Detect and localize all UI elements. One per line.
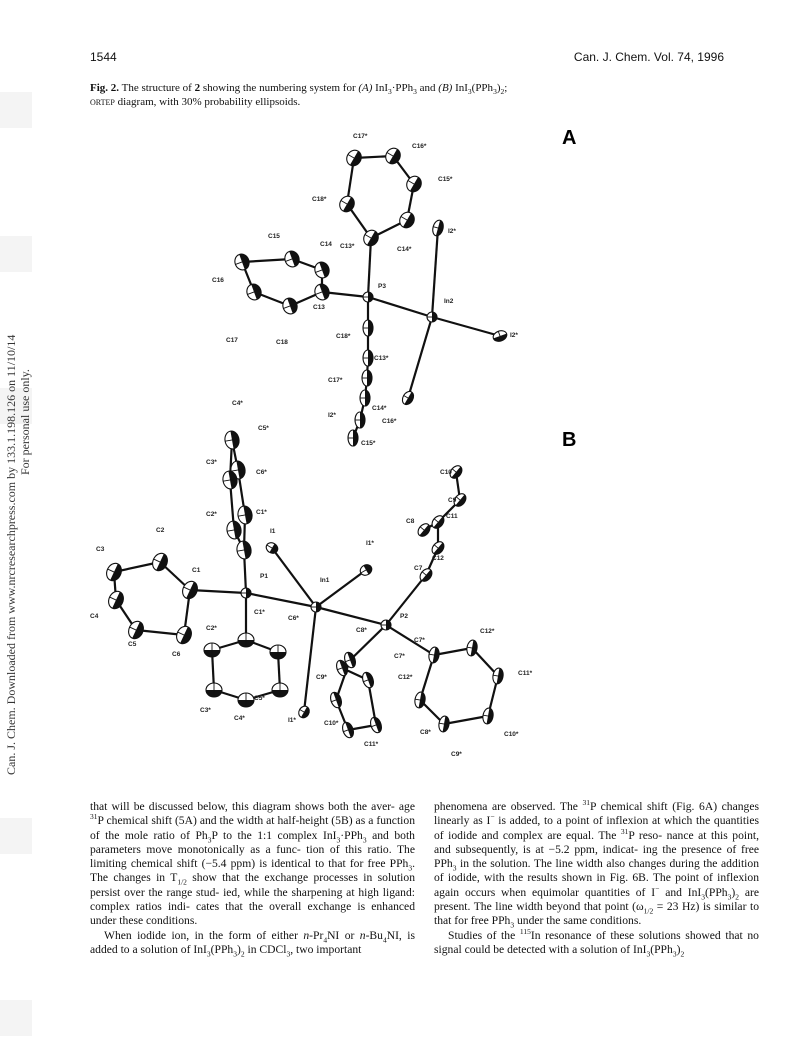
bond <box>368 297 432 317</box>
atom-ellipsoid <box>237 505 254 525</box>
atom-label: C3 <box>96 546 105 553</box>
atom-label: C2* <box>206 625 217 632</box>
caption-compound-number: 2 <box>194 82 201 94</box>
atom-label: C6 <box>172 651 181 658</box>
atom-label: C3* <box>206 459 217 466</box>
atom-ellipsoid <box>238 633 254 647</box>
atom-ellipsoid <box>362 370 372 386</box>
atom-label: C11 <box>446 513 458 520</box>
bond <box>444 716 488 724</box>
atom-label: C16* <box>382 418 397 425</box>
atom-label: C12* <box>398 674 413 681</box>
atom-ellipsoid <box>397 210 417 231</box>
atom-ellipsoid <box>416 521 433 538</box>
caption-subscript: 3 <box>413 87 417 97</box>
atom-label: C17 <box>226 337 238 344</box>
atom-label: C18* <box>312 196 327 203</box>
atom-label: C12* <box>480 628 495 635</box>
atom-ellipsoid <box>348 430 358 446</box>
bond <box>316 570 366 607</box>
atom-label: C15 <box>268 233 280 240</box>
caption-text: and <box>419 82 436 94</box>
atom-ellipsoid <box>270 645 286 659</box>
atom-label: I2* <box>448 228 456 235</box>
atom-label: C2 <box>156 527 165 534</box>
atom-ellipsoid <box>492 329 509 343</box>
atom-label: C10 <box>440 469 452 476</box>
atom-label: C13 <box>313 304 325 311</box>
bond <box>408 317 432 398</box>
caption-ortep: ortep <box>90 96 115 108</box>
atom-label: I1 <box>270 528 276 535</box>
atom-ellipsoid <box>106 589 126 611</box>
atom-label: C5* <box>258 425 269 432</box>
ortep-figure <box>80 120 700 780</box>
atom-label: C16 <box>212 277 224 284</box>
library-stamp <box>0 92 32 128</box>
atom-ellipsoid <box>383 146 403 167</box>
atom-ellipsoid <box>238 693 254 707</box>
atom-ellipsoid <box>226 520 243 540</box>
atom-ellipsoid <box>414 691 427 708</box>
atom-label: C13* <box>374 355 389 362</box>
atom-label: C17* <box>328 377 343 384</box>
atom-label: I1* <box>366 540 374 547</box>
caption-formula: (PPh <box>471 82 494 94</box>
library-stamp <box>0 1000 32 1036</box>
atom-label: C7 <box>414 565 423 572</box>
atom-ellipsoid <box>272 683 288 697</box>
atom-label: C10* <box>504 731 519 738</box>
download-watermark <box>2 260 36 780</box>
atom-ellipsoid <box>264 541 279 556</box>
caption-text: The structure of <box>121 82 192 94</box>
atom-ellipsoid <box>431 219 445 237</box>
atom-ellipsoid <box>329 691 344 709</box>
atom-label: C10* <box>324 720 339 727</box>
atom-ellipsoid <box>361 228 381 249</box>
bond <box>272 548 316 607</box>
atom-ellipsoid <box>311 602 321 612</box>
crystal-structure-diagram <box>80 120 700 780</box>
atom-ellipsoid <box>355 412 365 428</box>
atom-ellipsoid <box>206 683 222 697</box>
atom-ellipsoid <box>360 390 370 406</box>
bond <box>434 648 472 655</box>
bond <box>386 625 434 655</box>
atom-ellipsoid <box>104 561 124 583</box>
bond <box>316 607 386 625</box>
atom-label: C9* <box>316 674 327 681</box>
atom-ellipsoid <box>283 249 302 269</box>
right-text-column <box>434 800 759 957</box>
atom-ellipsoid <box>236 540 253 560</box>
atom-ellipsoid <box>174 624 194 646</box>
atom-label: C12 <box>432 555 444 562</box>
atom-ellipsoid <box>297 704 312 719</box>
panel-label-a: A <box>562 127 577 149</box>
caption-label: Fig. 2. <box>90 82 120 94</box>
atom-ellipsoid <box>430 539 447 556</box>
caption-formula: InI <box>455 82 468 94</box>
atom-label: C1* <box>256 509 267 516</box>
bond <box>304 607 316 712</box>
atom-label: P1 <box>260 573 268 580</box>
atom-label: C6* <box>288 615 299 622</box>
atom-ellipsoid <box>404 174 424 195</box>
atom-ellipsoid <box>281 296 300 316</box>
atom-label: C8* <box>420 729 431 736</box>
atom-label: C15* <box>361 440 376 447</box>
atom-label: C9* <box>451 751 462 758</box>
atom-label: In1 <box>320 577 330 584</box>
paragraph: phenomena are observed. The $^{31}$P chemical shift (Fig. 6A) changes linearly as I− is added, to a point of inflexion at which the quantities of iodide and complex are equal. The $^{31}$P reso- nance at this point, and subsequently, is at −5.2 ppm, indicat- ing the presence of free PPh$_3$ in the solution. The line width also changes during the addition of iodide, with the results shown in Fig. 6B. The point of inflexion again occurs when equimolar quantities of I− and $InI_3(PPh_3)_2$ are present. The line width beyond that point ($\omega_{1/2} = 23$ Hz) is similar to that for free PPh$_3$ under the same conditions. <box>434 798 760 930</box>
caption-text: showing the numbering system for <box>202 82 356 94</box>
atom-ellipsoid <box>427 312 437 322</box>
caption-formula: InI <box>375 82 388 94</box>
atom-label: P3 <box>378 283 386 290</box>
caption-subscript: 3 <box>467 87 472 97</box>
bond <box>432 317 500 336</box>
atom-label: I2* <box>510 332 518 339</box>
caption-subscript: 2 <box>500 87 505 97</box>
atom-ellipsoid <box>363 350 373 366</box>
atom-label: C5* <box>254 695 265 702</box>
atom-label: C4* <box>234 715 245 722</box>
atom-label: C1 <box>192 567 201 574</box>
paragraph: that will be discussed below, this diagram shows both the aver- age $^{31}$P chemical shift (5A) and the width at half-height (5B) as a function of the mole ratio of $Ph_3P$ to the 1:1 complex InI$_3$·PPh$_3$ and both parameters move monotonically as a func- tion of this ratio. The limiting chemical shift (−5.4 ppm) is identical to that for free PPh$_3$. The changes in $T_{1/2}$ show that the exchange processes in solution persist over the range stud- ied, while the sharpening at high ligand: complex ratios indi- cates that the overall exchange is enhanced under these conditions. <box>90 800 416 928</box>
atom-ellipsoid <box>313 260 332 280</box>
atom-ellipsoid <box>126 619 146 641</box>
bond <box>190 590 246 593</box>
personal-use-notice: For personal use only. <box>18 369 32 475</box>
atom-label: C4 <box>90 613 99 620</box>
atom-label: In2 <box>444 298 454 305</box>
atom-label: C8* <box>356 627 367 634</box>
download-notice: Can. J. Chem. Downloaded from www.nrcresearchpress.com by 133.1.198.126 on 11/10/14 <box>4 334 18 775</box>
atom-labels <box>90 133 533 758</box>
left-text-column <box>90 800 415 957</box>
atom-label: C7* <box>394 653 405 660</box>
atom-label: C11* <box>518 670 533 677</box>
atom-label: C1* <box>254 609 265 616</box>
panel-label-b: B <box>562 429 577 451</box>
caption-formula: ) <box>496 82 501 94</box>
atom-ellipsoid <box>400 389 416 406</box>
atom-ellipsoid <box>313 282 332 302</box>
paragraph: When iodide ion, in the form of either $n-Pr_4NI$ or $n-Bu_4NI$, is added to a solution of $InI_3(PPh_3)_2$ in CDCl$_3$, two important <box>90 928 415 959</box>
bond <box>432 228 438 317</box>
atom-ellipsoid <box>482 707 495 724</box>
library-stamp <box>0 818 32 854</box>
atom-ellipsoid <box>369 716 384 734</box>
atom-ellipsoid <box>233 252 252 272</box>
atom-label: C17* <box>353 133 368 140</box>
atom-label: C3* <box>200 707 211 714</box>
atom-label: C14* <box>397 246 412 253</box>
atom-ellipsoid <box>361 671 376 689</box>
atom-ellipsoid <box>344 148 364 169</box>
atom-label: I1* <box>288 717 296 724</box>
bond <box>246 593 316 607</box>
atom-label: C16* <box>412 143 427 150</box>
atom-ellipsoid <box>381 620 391 630</box>
atom-ellipsoid <box>428 646 441 663</box>
atom-label: C18 <box>276 339 288 346</box>
caption-panel-a-ref: (A) <box>358 82 373 94</box>
atom-ellipsoid <box>204 643 220 657</box>
bond <box>368 238 371 297</box>
atom-ellipsoid <box>337 194 357 215</box>
atom-label: C2* <box>206 511 217 518</box>
atom-label: C6* <box>256 469 267 476</box>
caption-formula: ·PPh <box>391 82 414 94</box>
atom-label: C8 <box>406 518 415 525</box>
caption-panel-b-ref: (B) <box>438 82 453 94</box>
atom-ellipsoid <box>363 292 373 302</box>
atom-label: C14* <box>372 405 387 412</box>
atom-ellipsoid <box>224 430 241 450</box>
atom-ellipsoid <box>341 721 356 739</box>
bond-lines <box>114 156 500 730</box>
atom-label: I2* <box>328 412 336 419</box>
paragraph: Studies of the $^{115}$In resonance of these solutions showed that no signal could be detected with a solution of $InI_3(PPh_3)_2$ <box>434 926 759 959</box>
atom-ellipsoid <box>241 588 251 598</box>
caption-text: ; <box>504 82 508 94</box>
caption-subscript: 3 <box>387 87 392 97</box>
atom-label: C9 <box>448 497 457 504</box>
atom-label: C7* <box>414 637 425 644</box>
atom-label: P2 <box>400 613 408 620</box>
atom-ellipsoid <box>363 320 373 336</box>
atom-label: C14 <box>320 241 332 248</box>
atom-ellipsoid <box>245 282 264 302</box>
atom-label: C4* <box>232 400 243 407</box>
atom-label: C11* <box>364 741 379 748</box>
figure-caption <box>90 81 740 109</box>
atom-label: C15* <box>438 176 453 183</box>
page-number: 1544 <box>90 50 117 64</box>
atom-label: C13* <box>340 243 355 250</box>
atom-label: C5 <box>128 641 137 648</box>
journal-reference: Can. J. Chem. Vol. 74, 1996 <box>573 50 724 64</box>
atom-label: C18* <box>336 333 351 340</box>
caption-text: diagram, with 30% probability ellipsoids. <box>117 96 301 108</box>
caption-subscript: 3 <box>493 87 497 97</box>
atom-ellipsoid <box>438 715 451 732</box>
